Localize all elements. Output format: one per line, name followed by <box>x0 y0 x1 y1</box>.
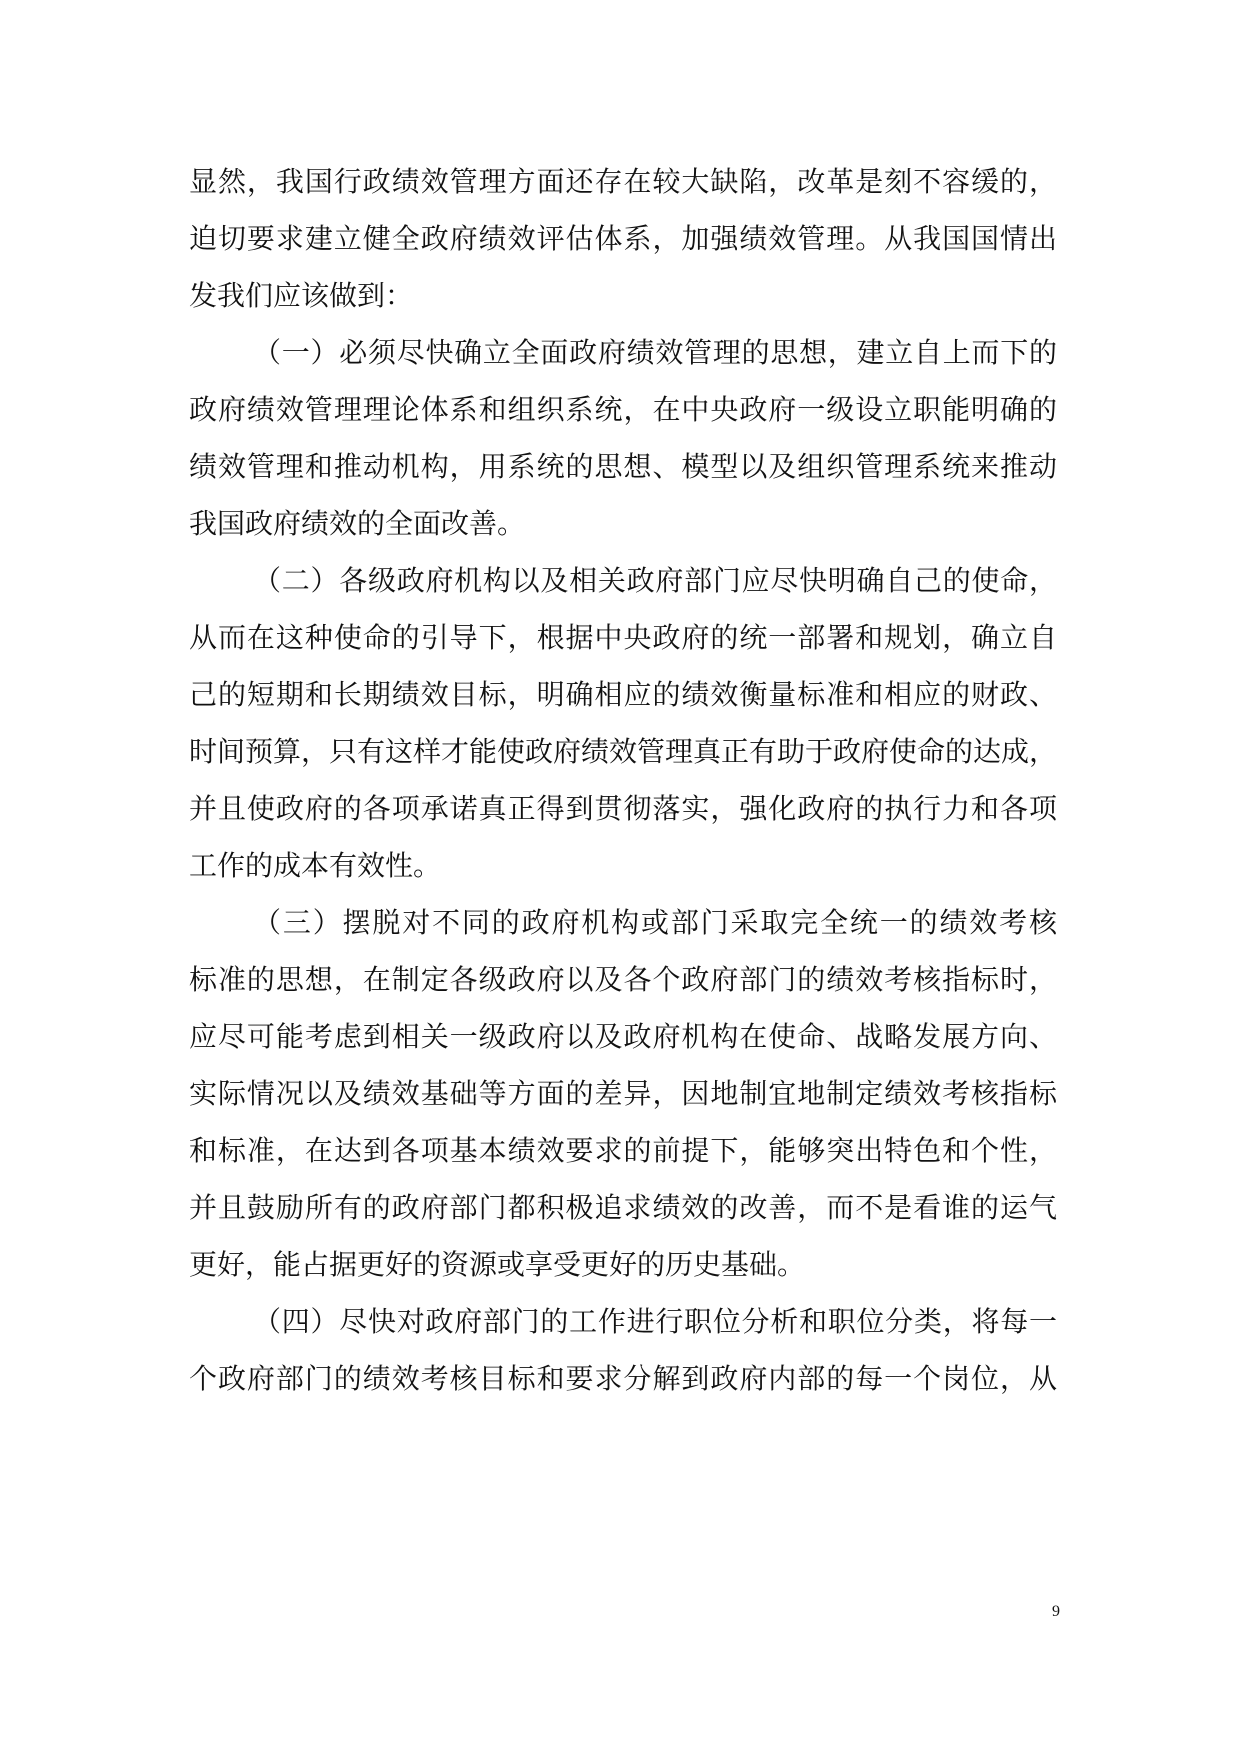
body-text-line: 己的短期和长期绩效目标，明确相应的绩效衡量标准和相应的财政、 <box>189 678 1057 711</box>
page-number: 9 <box>1052 1603 1060 1620</box>
body-text-line: 实际情况以及绩效基础等方面的差异，因地制宜地制定绩效考核指标 <box>189 1077 1057 1110</box>
body-text-line: 从而在这种使命的引导下，根据中央政府的统一部署和规划，确立自 <box>189 621 1057 654</box>
body-text-line: 时间预算，只有这样才能使政府绩效管理真正有助于政府使命的达成， <box>189 735 1058 768</box>
body-text-line: 绩效管理和推动机构，用系统的思想、模型以及组织管理系统来推动 <box>189 450 1057 483</box>
body-text-line: 和标准，在达到各项基本绩效要求的前提下，能够突出特色和个性， <box>189 1134 1057 1167</box>
body-text-line: （二）各级政府机构以及相关政府部门应尽快明确自己的使命， <box>253 564 1057 597</box>
body-text-line: 并且使政府的各项承诺真正得到贯彻落实，强化政府的执行力和各项 <box>189 792 1057 825</box>
body-text-line: 我国政府绩效的全面改善。 <box>189 507 526 540</box>
body-text-line: 政府绩效管理理论体系和组织系统，在中央政府一级设立职能明确的 <box>189 393 1057 426</box>
body-text-line: 工作的成本有效性。 <box>189 849 442 882</box>
body-text-line: 更好，能占据更好的资源或享受更好的历史基础。 <box>189 1248 806 1281</box>
body-text-line: 个政府部门的绩效考核目标和要求分解到政府内部的每一个岗位，从 <box>189 1362 1057 1395</box>
body-text-line: 标准的思想，在制定各级政府以及各个政府部门的绩效考核指标时， <box>189 963 1057 996</box>
body-text-line: 并且鼓励所有的政府部门都积极追求绩效的改善，而不是看谁的运气 <box>189 1191 1057 1224</box>
body-text-line: （三）摆脱对不同的政府机构或部门采取完全统一的绩效考核 <box>253 906 1057 939</box>
body-text-line: 显然，我国行政绩效管理方面还存在较大缺陷，改革是刻不容缓的， <box>189 165 1057 198</box>
body-text-line: （一）必须尽快确立全面政府绩效管理的思想，建立自上而下的 <box>253 336 1057 369</box>
body-text-line: 发我们应该做到： <box>189 279 414 312</box>
body-text-line: （四）尽快对政府部门的工作进行职位分析和职位分类，将每一 <box>253 1305 1057 1338</box>
body-text-line: 应尽可能考虑到相关一级政府以及政府机构在使命、战略发展方向、 <box>189 1020 1057 1053</box>
body-text-line: 迫切要求建立健全政府绩效评估体系，加强绩效管理。从我国国情出 <box>189 222 1057 255</box>
